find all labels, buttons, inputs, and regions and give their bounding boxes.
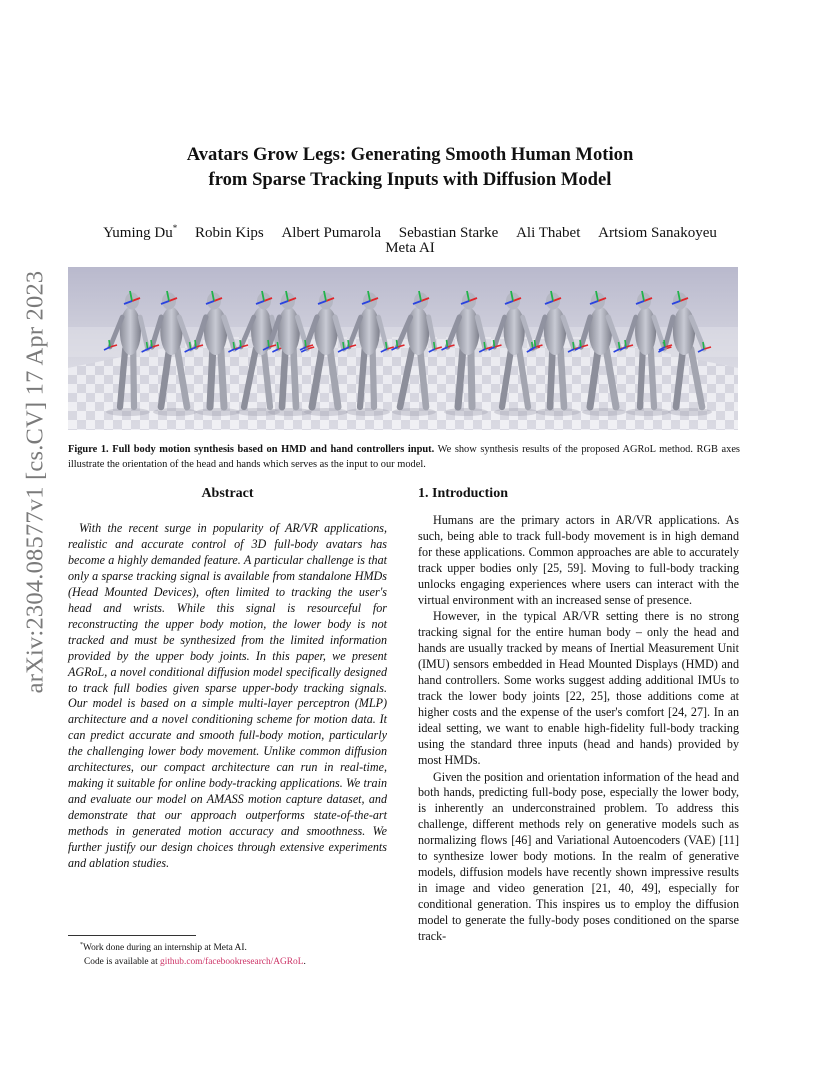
abstract-text: With the recent surge in popularity of AR/VR applications, realistic and accurate control of 3D full-body avatars has become a highly demanded feature. A particular challenge is that only a sparse tracking signal is available from standalone HMDs (Head Mounted Devices), often limited to tracking the user's head and wrists. While this signal is resourceful for reconstructing the upper body motion, the lower body is not tracked and must be synthesized from the limited information provided by the upper body joints. In this paper, we present AGRoL, a novel conditional diffusion model specifically designed to track full bodies given sparse upper-body tracking signals. Our model is based on a simple multi-layer perceptron (MLP) architecture and a novel conditioning scheme for motion data. It can predict accurate and smooth full-body motion, particularly the challenging lower body movement. Unlike common diffusion architectures, our compact architecture can run in real-time, making it suitable for online body-tracking applications. We train and evaluate our model on AMASS motion capture dataset, and demonstrate that our approach outperforms state-of-the-art methods in generated motion accuracy and smoothness. We further justify our design choices through extensive experiments and ablation studies.	[68, 521, 387, 871]
author-note-mark: *	[172, 223, 178, 233]
avatar-motion-sequence-image	[68, 267, 738, 430]
teaser-figure	[68, 267, 738, 430]
introduction-body	[418, 513, 739, 944]
figure-caption-lead: Figure 1. Full body motion synthesis based on HMD and hand controllers input.	[68, 444, 435, 455]
author-1: Yuming Du*	[103, 223, 178, 241]
introduction-heading: 1. Introduction	[418, 486, 508, 501]
arxiv-identifier-text: arXiv:2304.08577v1 [cs.CV] 17 Apr 2023	[21, 270, 49, 694]
author-4: Sebastian Starke	[398, 225, 499, 241]
footnote-mark: *	[80, 942, 83, 948]
author-2: Robin Kips	[194, 225, 264, 241]
figure-caption-text: We show synthesis results of the proposed AGRoL method. RGB axes illustrate the orientation of the head and hands which serves as the input to our model.	[68, 444, 740, 470]
code-repository-link[interactable]: github.com/facebookresearch/AGRoL	[160, 956, 304, 967]
intro-paragraph-2: However, in the typical AR/VR setting there is no strong tracking signal for the entire human body – only the head and hands are usually tracked by means of Inertial Measurement Unit (IMU) sensors embedded in Head Mounted Displays (HMD) and hand controllers. Some works suggest adding additional IMUs to track the lower body joints [22, 25], those additions come at higher costs and the expense of the user's comfort [24, 27]. In an ideal setting, we want to enable high-fidelity full-body tracking using the standard three inputs (head and hands) provided by most HMDs.	[418, 609, 739, 767]
footnote-divider	[68, 935, 196, 936]
intro-paragraph-3: Given the position and orientation information of the head and both hands, predicting full-body pose, especially the lower body, is inherently an underconstrained problem. To address this challenge, different methods rely on generative models such as normalizing flows [46] and Variational Autoencoders (VAE) [11] to synthesize lower body motions. In the realm of generative models, diffusion models have recently shown impressive results in image and video generation [21, 40, 49], especially for conditional generation. This inspires us to employ the diffusion model to generate the fully-body poses conditioned on the sparse track-	[418, 769, 739, 943]
title-line-2: from Sparse Tracking Inputs with Diffusion Model	[208, 169, 612, 190]
author-6: Artsiom Sanakoyeu	[598, 225, 717, 241]
figure-caption	[68, 443, 740, 472]
abstract-heading: Abstract	[201, 486, 254, 501]
intro-paragraph-1: Humans are the primary actors in AR/VR applications. As such, being able to track full-body movement is in high demand for these applications. Common approaches are able to accurately track upper bodies only [25, 59]. Moving to full-body tracking unlocks engaging experiences where users can interact with the virtual environment with an increased sense of presence.	[418, 513, 739, 607]
arxiv-identifier	[20, 270, 50, 694]
footnote-code: Code is available at github.com/facebookresearch/AGRoL.	[84, 956, 306, 967]
affiliation: Meta AI	[385, 240, 435, 256]
author-3: Albert Pumarola	[281, 225, 382, 241]
author-5: Ali Thabet	[516, 225, 581, 241]
footnote-internship: *Work done during an internship at Meta AI.	[80, 942, 247, 954]
title-line-1: Avatars Grow Legs: Generating Smooth Human Motion	[186, 144, 634, 165]
paper-title	[90, 142, 730, 192]
footnotes	[80, 939, 390, 969]
